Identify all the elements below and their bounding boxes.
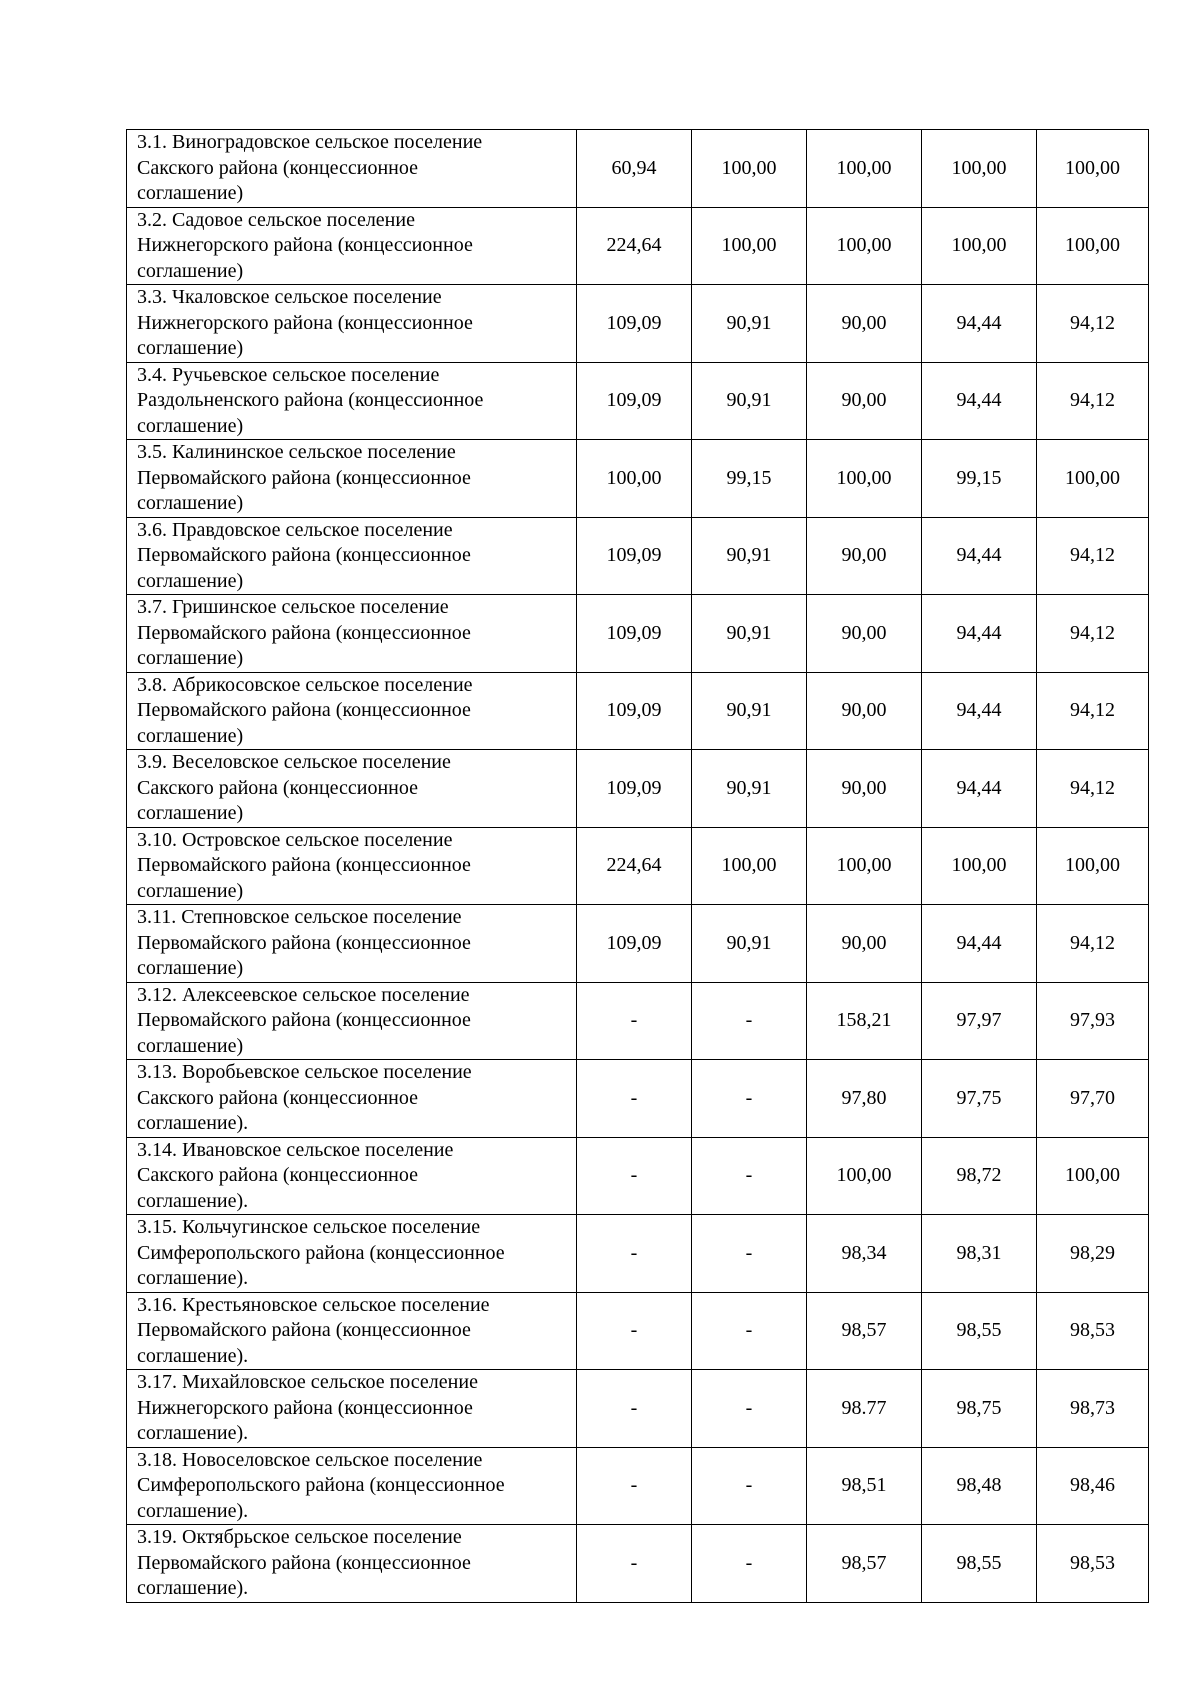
settlement-name-line: 3.19. Октябрьское сельское поселение [137, 1526, 462, 1548]
settlement-name-line: соглашение) [137, 414, 244, 437]
value-cell: 98,34 [807, 1215, 922, 1293]
value-cell: 97,75 [922, 1060, 1037, 1138]
settlement-name-line: Сакского района (концессионное [137, 156, 419, 179]
settlement-name-line: Первомайского района (концессионное [137, 1319, 471, 1341]
value-cell: 100,00 [692, 827, 807, 905]
value-cell: 97,80 [807, 1060, 922, 1138]
settlement-name-cell [127, 285, 577, 363]
table-row [127, 207, 1149, 285]
value-cell: 94,12 [1037, 285, 1149, 363]
value-cell: - [577, 1215, 692, 1293]
value-cell: 97,70 [1037, 1060, 1149, 1138]
value-cell: 90,91 [692, 595, 807, 673]
settlement-name-cell [127, 1370, 577, 1448]
table-body [127, 130, 1149, 1603]
value-cell: 99,15 [692, 440, 807, 518]
settlement-name-cell [127, 1215, 577, 1293]
settlement-name-cell [127, 595, 577, 673]
settlement-name-line: 3.15. Кольчугинское сельское поселение [137, 1216, 481, 1238]
value-cell: 98,75 [922, 1370, 1037, 1448]
value-cell: 90,91 [692, 672, 807, 750]
value-cell: 100,00 [807, 207, 922, 285]
table-row [127, 440, 1149, 518]
value-cell: 100,00 [807, 130, 922, 208]
value-cell: 94,44 [922, 905, 1037, 983]
value-cell: 100,00 [692, 130, 807, 208]
settlement-name-line: соглашение) [137, 879, 244, 902]
settlement-name-cell [127, 672, 577, 750]
settlement-name-line: Нижнегорского района (концессионное [137, 234, 473, 256]
value-cell: - [692, 1215, 807, 1293]
settlement-name-line: Первомайского района (концессионное [137, 1009, 471, 1031]
settlement-name-line: 3.6. Правдовское сельское поселение [137, 518, 453, 541]
settlement-name-line: Первомайского района (концессионное [137, 621, 471, 644]
value-cell: 100,00 [1037, 207, 1149, 285]
value-cell: 98,57 [807, 1292, 922, 1370]
table-row [127, 1215, 1149, 1293]
value-cell: 109,09 [577, 672, 692, 750]
settlement-name-cell [127, 207, 577, 285]
settlement-name-line: соглашение). [137, 1112, 249, 1134]
value-cell: 90,00 [807, 362, 922, 440]
value-cell: 90,00 [807, 595, 922, 673]
settlement-name-line: 3.10. Островское сельское поселение [137, 828, 453, 851]
value-cell: 224,64 [577, 827, 692, 905]
value-cell: 94,44 [922, 750, 1037, 828]
settlement-name-cell [127, 982, 577, 1060]
value-cell: 109,09 [577, 750, 692, 828]
table-row [127, 1292, 1149, 1370]
settlement-name-line: 3.8. Абрикосовское сельское поселение [137, 673, 473, 696]
settlement-name-line: 3.7. Гришинское сельское поселение [137, 596, 449, 618]
settlement-name-line: 3.1. Виноградовское сельское поселение [137, 131, 483, 153]
value-cell: 94,44 [922, 285, 1037, 363]
settlement-name-line: 3.16. Крестьяновское сельское поселение [137, 1293, 490, 1316]
settlement-name-cell [127, 1292, 577, 1370]
value-cell: 109,09 [577, 362, 692, 440]
value-cell: 224,64 [577, 207, 692, 285]
settlement-name-line: 3.9. Веселовское сельское поселение [137, 751, 451, 773]
settlement-name-line: 3.4. Ручьевское сельское поселение [137, 363, 440, 386]
settlement-name-line: соглашение) [137, 1034, 244, 1057]
settlement-name-line: соглашение). [137, 1577, 249, 1599]
settlement-name-cell [127, 1447, 577, 1525]
value-cell: 90,00 [807, 672, 922, 750]
value-cell: 90,91 [692, 285, 807, 363]
table-row [127, 1060, 1149, 1138]
table-row [127, 1137, 1149, 1215]
settlement-name-line: соглашение) [137, 182, 244, 204]
value-cell: - [692, 1292, 807, 1370]
value-cell: 109,09 [577, 905, 692, 983]
value-cell: 60,94 [577, 130, 692, 208]
settlement-name-cell [127, 905, 577, 983]
value-cell: - [692, 1137, 807, 1215]
value-cell: 109,09 [577, 517, 692, 595]
settlement-name-cell [127, 1137, 577, 1215]
value-cell: 98,55 [922, 1292, 1037, 1370]
value-cell: 90,00 [807, 905, 922, 983]
value-cell: 100,00 [1037, 827, 1149, 905]
value-cell: - [692, 1525, 807, 1603]
value-cell: 109,09 [577, 595, 692, 673]
value-cell: 100,00 [922, 207, 1037, 285]
value-cell: 98,57 [807, 1525, 922, 1603]
value-cell: 98,55 [922, 1525, 1037, 1603]
value-cell: - [577, 982, 692, 1060]
value-cell: 100,00 [692, 207, 807, 285]
table-row [127, 827, 1149, 905]
settlement-name-line: Симферопольского района (концессионное [137, 1241, 505, 1264]
value-cell: 94,12 [1037, 672, 1149, 750]
value-cell: 98,31 [922, 1215, 1037, 1293]
value-cell: 100,00 [922, 130, 1037, 208]
value-cell: - [692, 982, 807, 1060]
settlement-name-cell [127, 362, 577, 440]
table-row [127, 595, 1149, 673]
settlement-name-line: 3.13. Воробьевское сельское поселение [137, 1061, 472, 1083]
table-row [127, 982, 1149, 1060]
settlement-name-cell [127, 827, 577, 905]
settlement-name-line: 3.12. Алексеевское сельское поселение [137, 983, 470, 1006]
value-cell: 100,00 [1037, 440, 1149, 518]
settlement-name-line: Симферопольского района (концессионное [137, 1474, 505, 1496]
value-cell: 100,00 [807, 1137, 922, 1215]
settlement-name-line: Первомайского района (концессионное [137, 544, 471, 566]
table-row [127, 362, 1149, 440]
value-cell: 90,91 [692, 905, 807, 983]
settlement-name-line: Нижнегорского района (концессионное [137, 1396, 473, 1419]
value-cell: 94,12 [1037, 517, 1149, 595]
settlement-name-cell [127, 1525, 577, 1603]
table-row [127, 130, 1149, 208]
value-cell: 94,44 [922, 595, 1037, 673]
value-cell: 98.77 [807, 1370, 922, 1448]
value-cell: 90,00 [807, 285, 922, 363]
value-cell: 100,00 [577, 440, 692, 518]
value-cell: 98,48 [922, 1447, 1037, 1525]
settlement-name-line: соглашение). [137, 1344, 249, 1367]
value-cell: 109,09 [577, 285, 692, 363]
table-row [127, 905, 1149, 983]
settlement-name-line: соглашение) [137, 569, 244, 592]
settlement-name-line: соглашение). [137, 1422, 249, 1444]
settlement-name-line: Первомайского района (концессионное [137, 1551, 471, 1574]
value-cell: 98,53 [1037, 1525, 1149, 1603]
value-cell: - [577, 1447, 692, 1525]
settlement-name-line: соглашение) [137, 492, 244, 514]
value-cell: 97,93 [1037, 982, 1149, 1060]
value-cell: 90,00 [807, 750, 922, 828]
value-cell: 100,00 [1037, 1137, 1149, 1215]
value-cell: 98,46 [1037, 1447, 1149, 1525]
value-cell: - [577, 1137, 692, 1215]
value-cell: 94,44 [922, 672, 1037, 750]
value-cell: 90,00 [807, 517, 922, 595]
table-row [127, 517, 1149, 595]
settlement-name-cell [127, 440, 577, 518]
table-row [127, 750, 1149, 828]
value-cell: 97,97 [922, 982, 1037, 1060]
settlement-name-line: соглашение) [137, 259, 244, 282]
settlement-name-line: соглашение). [137, 1267, 249, 1289]
settlement-name-line: 3.2. Садовое сельское поселение [137, 208, 415, 231]
settlement-name-line: 3.14. Ивановское сельское поселение [137, 1138, 454, 1161]
settlement-name-line: Первомайского района (концессионное [137, 854, 471, 876]
value-cell: 98,51 [807, 1447, 922, 1525]
value-cell: - [577, 1292, 692, 1370]
value-cell: 100,00 [807, 827, 922, 905]
settlement-name-line: 3.11. Степновское сельское поселение [137, 906, 462, 928]
value-cell: 99,15 [922, 440, 1037, 518]
value-cell: 94,44 [922, 362, 1037, 440]
value-cell: - [692, 1370, 807, 1448]
value-cell: 98,53 [1037, 1292, 1149, 1370]
settlement-name-cell [127, 517, 577, 595]
settlement-name-line: 3.18. Новоселовское сельское поселение [137, 1448, 483, 1471]
table-row [127, 1447, 1149, 1525]
value-cell: 98,72 [922, 1137, 1037, 1215]
settlement-name-line: 3.5. Калининское сельское поселение [137, 441, 456, 463]
settlement-name-line: Раздольненского района (концессионное [137, 389, 484, 411]
settlement-name-cell [127, 750, 577, 828]
value-cell: 94,12 [1037, 905, 1149, 983]
value-cell: 94,12 [1037, 750, 1149, 828]
value-cell: 100,00 [1037, 130, 1149, 208]
settlement-name-line: Сакского района (концессионное [137, 776, 419, 799]
settlement-name-line: соглашение). [137, 1189, 249, 1212]
settlement-name-line: Нижнегорского района (концессионное [137, 311, 473, 334]
value-cell: 158,21 [807, 982, 922, 1060]
value-cell: - [577, 1525, 692, 1603]
settlement-name-line: соглашение) [137, 647, 244, 669]
value-cell: 90,91 [692, 517, 807, 595]
value-cell: 90,91 [692, 750, 807, 828]
value-cell: - [577, 1370, 692, 1448]
table-row [127, 672, 1149, 750]
settlement-name-line: соглашение). [137, 1499, 249, 1522]
value-cell: 90,91 [692, 362, 807, 440]
settlement-name-line: соглашение) [137, 802, 244, 824]
settlement-name-line: Сакского района (концессионное [137, 1164, 419, 1186]
value-cell: - [692, 1447, 807, 1525]
value-cell: 100,00 [807, 440, 922, 518]
settlement-name-line: соглашение) [137, 957, 244, 979]
settlement-name-line: соглашение) [137, 337, 244, 359]
settlement-name-line: 3.3. Чкаловское сельское поселение [137, 286, 442, 308]
settlement-name-line: Первомайского района (концессионное [137, 931, 471, 954]
value-cell: 94,44 [922, 517, 1037, 595]
table-row [127, 285, 1149, 363]
value-cell: - [577, 1060, 692, 1138]
table-row [127, 1370, 1149, 1448]
settlement-name-line: соглашение) [137, 724, 244, 747]
settlement-name-line: Первомайского района (концессионное [137, 466, 471, 489]
tariff-table [126, 129, 1149, 1603]
settlement-name-line: Первомайского района (концессионное [137, 699, 471, 721]
table-row [127, 1525, 1149, 1603]
value-cell: 98,73 [1037, 1370, 1149, 1448]
value-cell: 94,12 [1037, 595, 1149, 673]
settlement-name-cell [127, 130, 577, 208]
value-cell: 98,29 [1037, 1215, 1149, 1293]
settlement-name-cell [127, 1060, 577, 1138]
value-cell: - [692, 1060, 807, 1138]
value-cell: 100,00 [922, 827, 1037, 905]
settlement-name-line: 3.17. Михайловское сельское поселение [137, 1371, 478, 1393]
settlement-name-line: Сакского района (концессионное [137, 1086, 419, 1109]
value-cell: 94,12 [1037, 362, 1149, 440]
